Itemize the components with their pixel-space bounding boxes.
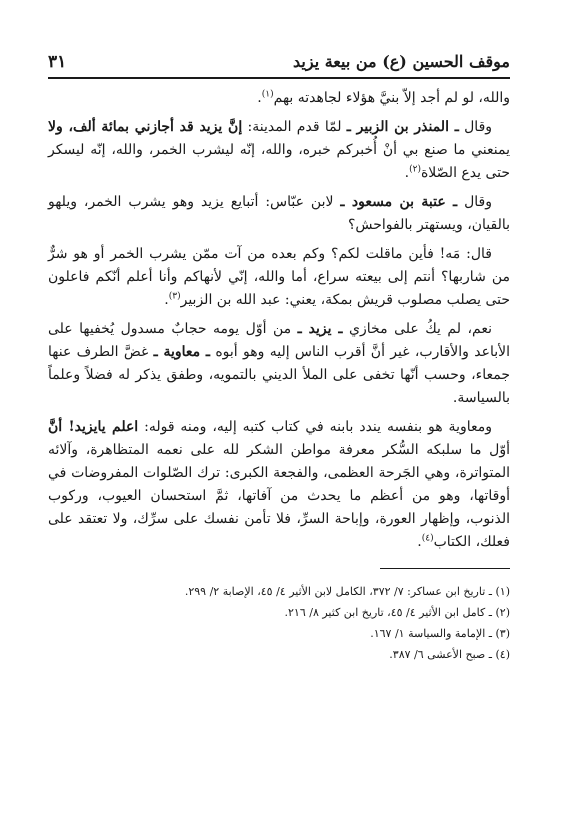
footnote: (١) ـ تاريخ ابن عساكر: ٧/ ٣٧٢، الكامل لابن الأثير ٤/ ٤٥، الإصابة ٢/ ٢٩٩. <box>184 585 510 598</box>
header-title: موقف الحسين (ع) من بيعة يزيد <box>293 52 510 71</box>
bold-text: ـ عتبة بن مسعود ـ <box>340 194 458 210</box>
text-run: وقال <box>457 194 492 210</box>
footnote-marker: (٤) <box>421 533 434 544</box>
paragraph <box>48 318 510 410</box>
bold-text: ـ المنذر بن الزبير ـ <box>346 119 459 135</box>
footnote: (٢) ـ كامل ابن الأثير ٤/ ٤٥، تاريخ ابن كثير ٨/ ٢١٦. <box>284 606 510 619</box>
text-run: . <box>164 292 169 308</box>
text-run: غضَّ الطرف عنها جمعاء، وحسب أنّها تخفى على الملأ الديني بالتمويه، وطفق يذكر له فضلاً وعلماً بالسياسة. <box>48 344 510 406</box>
footnote-marker: (٣) <box>168 291 181 302</box>
bold-text: ـ معاوية ـ <box>153 344 211 360</box>
page-number: ٣١ <box>48 52 67 72</box>
text-run: أوّل ما سلبكه السُّكر معرفة مواطن الشكر لله على نعمه المتظاهرة، وآلائه المتواترة، وهي الجَرحة العظمى، والفجعة الكبرى: ترك الصّلوات المفروضات في أوقاتها، وهو من أعظم ما يحدث من آفاتها، ثمَّ استحسان العيوب، وركوب الذنوب، وإظهار العورة، وإباحة السرِّ، فلا تأمن نفسك على سرِّك، ولا تعتقد على فعلك، الكتاب <box>48 442 510 550</box>
bold-text: ـ يزيد ـ <box>297 321 343 337</box>
footnotes <box>48 581 510 665</box>
footnote-marker: (٢) <box>409 164 421 175</box>
footnote-marker: (١) <box>261 89 274 100</box>
paragraph <box>48 116 510 185</box>
text-run: يمنعني ما صنع بي أنْ أُخبركم خبره، والله، إنّه ليشرب الخمر، والله، إنّه ليسكر حتى يدع الصّلاة <box>48 142 510 181</box>
text-run: نعم، لم يكُ على مخازي <box>342 321 492 337</box>
bold-text: اعلم يايزيد! أنَّ <box>48 419 139 435</box>
text-run: والله، لو لم أجد إلاّ بنيَّ هؤلاء لجاهدته بهم <box>273 90 510 106</box>
text-run: . <box>404 165 410 181</box>
paragraph <box>48 243 510 312</box>
text-run: وقال <box>458 119 493 135</box>
footnote: (٣) ـ الإمامة والسياسة ١/ ١٦٧. <box>370 627 510 640</box>
paragraph <box>48 416 510 554</box>
book-page <box>48 52 510 665</box>
paragraph <box>48 87 510 110</box>
bold-text: إنَّ يزيد قد أجازني بمائة ألف، ولا <box>48 119 243 135</box>
footnote-divider <box>380 568 510 569</box>
text-run: قال: مَه! فأين ماقلت لكم؟ وكم بعده من آت ممّن يشرب الخمر أو هو شرٌّ من شاربها؟ أنتم إلى بيعته سراع، أما والله، إنّي لأنهاكم وأنا أعلم أنّكم فاعلون حتى يصلب مصلوب قريش بمكة، يعني: عبد الله بن الزبير <box>48 246 510 308</box>
body-text <box>48 87 510 554</box>
text-run: . <box>257 90 262 106</box>
text-run: ومعاوية هو بنفسه يندد بابنه في كتاب كتبه إليه، ومنه قوله: <box>138 419 492 435</box>
text-run: لمّا قدم المدينة: <box>242 119 347 135</box>
paragraph <box>48 191 510 237</box>
footnote: (٤) ـ صبح الأعشى ٦/ ٣٨٧. <box>389 648 510 661</box>
text-run: من أوّل يومه حجابٌ مسدول يُخفيها على الأباعد والأقارب، غير أنَّ أقرب الناس إليه وهو أبوه <box>48 321 511 360</box>
text-run: لابن عبّاس: أتبايع يزيد وهو يشرب الخمر، ويلهو بالقيان، ويستهتر بالفواحش؟ <box>48 194 510 233</box>
running-header <box>48 52 510 79</box>
text-run: . <box>417 534 422 550</box>
